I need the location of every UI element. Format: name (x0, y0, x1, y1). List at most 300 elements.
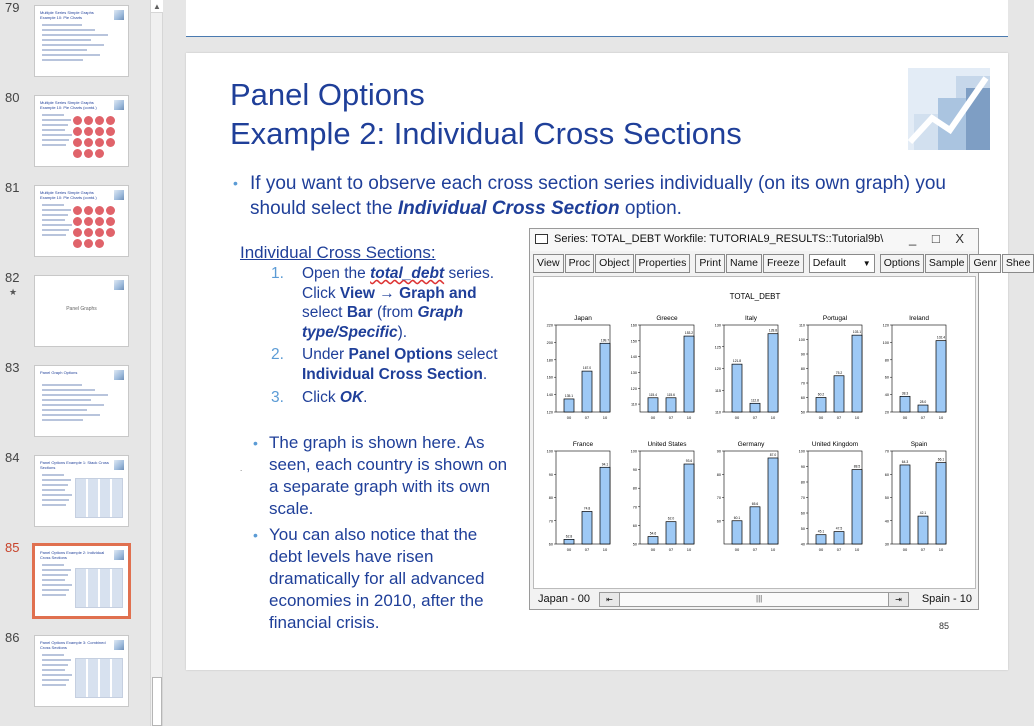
toolbar-proc-button[interactable] (565, 254, 595, 273)
slide-thumbnail-image[interactable] (34, 455, 129, 527)
x-tick-label: 07 (836, 547, 842, 552)
slider-grip-icon[interactable]: ||| (756, 594, 763, 603)
y-tick-label: 50 (884, 496, 889, 500)
bar-data-label: 94.1 (601, 462, 609, 467)
bar-data-label: 62.8 (565, 534, 573, 539)
thumbnail-text-line (42, 494, 72, 496)
thumbnail-text-line (42, 139, 69, 141)
thumbnail-text-lines (42, 384, 102, 424)
slide-title-line1: Panel Options (230, 77, 425, 112)
y-tick-label: 125 (714, 345, 721, 350)
thumbnail-title: Panel Options Example 2: Individual Cross Sections (40, 550, 105, 560)
thumbnail-text-line (42, 594, 66, 596)
thumbnail-pie (73, 217, 82, 226)
slide-thumbnail-79[interactable] (0, 0, 150, 80)
thumbnail-pie (95, 206, 104, 215)
bullet-icon: • (253, 435, 258, 451)
bar (834, 532, 844, 544)
bar (768, 334, 778, 412)
toolbar-sample-button[interactable] (925, 254, 969, 273)
slide-number: 84 (5, 450, 20, 465)
y-tick-label: 60 (800, 511, 805, 516)
thumbnail-text-line (42, 49, 87, 51)
panel-title: Ireland (909, 315, 929, 322)
y-tick-label: 100 (798, 338, 805, 342)
slide-thumbnail-pane (0, 0, 150, 726)
y-tick-label: 80 (632, 486, 637, 491)
bar-data-label: 115.4 (648, 392, 658, 397)
slide-thumbnail-image[interactable] (34, 185, 129, 257)
y-tick-label: 120 (546, 410, 553, 415)
y-tick-label: 70 (716, 496, 721, 500)
bar-data-label: 135.1 (564, 393, 574, 398)
y-tick-label: 50 (800, 410, 805, 415)
step-number: 3. (271, 389, 284, 406)
bar-data-label: 60.2 (817, 392, 825, 397)
window-controls-icon[interactable]: _ □ X (909, 231, 970, 246)
bar (648, 398, 658, 412)
x-tick-label: 07 (584, 415, 590, 420)
stray-mark: . (240, 464, 243, 473)
bar-data-label: 38.3 (901, 391, 909, 396)
thumbnail-pie-grid (73, 116, 125, 158)
thumbnail-pie (84, 239, 93, 248)
animation-star-icon: ★ (9, 287, 18, 297)
thumbnail-chart (75, 568, 123, 608)
intro-suffix: option. (619, 198, 682, 219)
step-1: 1. Open the total_debt series. Click View → Graph and select Bar (from Graph type/Specific). (271, 265, 495, 341)
slide-thumbnail-image[interactable] (34, 95, 129, 167)
panel-title: United States (647, 441, 687, 448)
toolbar-button-label: Genr (973, 257, 997, 269)
bar (600, 343, 610, 412)
thumbnail-text-line (42, 389, 95, 391)
thumbnail-pie (95, 138, 104, 147)
thumbnail-text-line (42, 224, 72, 226)
x-tick-label: 10 (686, 547, 692, 552)
y-tick-label: 50 (800, 527, 805, 531)
thumbnail-pie (84, 149, 93, 158)
toolbar-button-label: Sample (928, 257, 965, 269)
x-tick-label: 07 (752, 547, 758, 552)
slide-number: 82 (5, 270, 20, 285)
y-tick-label: 60 (800, 396, 805, 400)
step-2: 2. Under Panel Options select Individual Cross Section. (271, 346, 498, 383)
bar-data-label: 167.0 (582, 366, 592, 371)
previous-slide-edge (186, 0, 1008, 37)
x-tick-label: 10 (938, 415, 944, 420)
x-tick-label: 10 (602, 547, 608, 552)
graph-window-icon (535, 234, 548, 244)
thumbnail-pie (95, 217, 104, 226)
bar-data-label: 103.1 (852, 330, 862, 335)
slide-thumbnail-85[interactable] (0, 540, 150, 620)
scrollbar-thumb[interactable] (152, 677, 162, 726)
graph-shown-bullet (253, 432, 508, 520)
bullet-text: You can also notice that the debt levels have risen dramatically for all advanced economies in 2010, after the financial crisis. (269, 525, 485, 632)
thumbnail-chart (75, 478, 123, 518)
bar-data-label: 66.1 (937, 457, 945, 462)
toolbar-genr-button[interactable] (969, 254, 1000, 273)
thumbnail-text-line (42, 124, 68, 126)
thumbnail-title: Panel Options Example 3: Combined Cross Sections (40, 640, 106, 650)
thumbnail-text-line (42, 144, 66, 146)
thumbnail-pie (84, 127, 93, 136)
slider-right-handle[interactable]: ⇥ (888, 593, 908, 606)
toolbar-gap (805, 254, 808, 274)
slide-number: 79 (5, 0, 20, 15)
bar-data-label: 87.0 (769, 452, 777, 457)
panel-title: United Kingdom (811, 441, 859, 448)
thumbnail-text-line (42, 504, 66, 506)
x-tick-label: 00 (734, 547, 740, 552)
thumbnail-pie (84, 228, 93, 237)
toolbar-button-label: Properties (638, 257, 687, 269)
bar-data-label: 62.0 (667, 516, 675, 521)
y-tick-label: 40 (884, 519, 889, 524)
thumbnail-logo-icon (114, 10, 124, 20)
sample-range-slider[interactable] (599, 592, 909, 607)
thumbnail-text-line (42, 59, 83, 61)
thumbnail-pie (73, 149, 82, 158)
bar (900, 465, 910, 544)
debt-levels-bullet (253, 524, 508, 634)
slide-thumbnail-image[interactable] (34, 365, 129, 437)
slide-number: 81 (5, 180, 20, 195)
thumbnail-pie (84, 206, 93, 215)
intro-bullet (233, 171, 973, 221)
thumbnail-text-line (42, 44, 104, 46)
bar-data-label: 115.6 (666, 392, 676, 397)
y-tick-label: 160 (630, 323, 637, 328)
thumbnail-pie (106, 206, 115, 215)
thumbnail-pie (84, 116, 93, 125)
bar (750, 507, 760, 544)
x-tick-label: 10 (770, 415, 776, 420)
step-number: 1. (271, 265, 284, 282)
toolbar-button-label: Object (599, 257, 630, 269)
bar-data-label: 65.6 (751, 501, 759, 506)
y-tick-label: 90 (716, 449, 721, 454)
bar (936, 341, 946, 412)
y-tick-label: 60 (884, 375, 889, 380)
thumbnail-text-line (42, 219, 65, 221)
thumbnail-text-line (42, 499, 69, 501)
toolbar-button-label: View (537, 257, 560, 269)
y-tick-label: 20 (884, 410, 889, 415)
thumbnail-text-line (42, 654, 64, 656)
thumbnail-text-line (42, 39, 91, 41)
slide-thumbnail-81[interactable] (0, 180, 150, 260)
thumbnail-text-line (42, 574, 68, 576)
bar (582, 511, 592, 544)
thumbnail-text-line (42, 384, 82, 386)
x-tick-label: 00 (566, 415, 572, 420)
x-tick-label: 10 (938, 547, 944, 552)
thumbnail-text-line (42, 29, 95, 31)
panel-title: Portugal (822, 315, 848, 322)
bullet-icon: • (233, 175, 238, 191)
thumbnail-title: Panel Options Example 1: Stack Cross Sections (40, 460, 109, 470)
thumbnail-scrollbar[interactable] (150, 0, 163, 726)
y-tick-label: 80 (800, 480, 805, 485)
thumbnail-text-line (42, 674, 72, 676)
y-tick-label: 60 (716, 519, 721, 524)
y-tick-label: 140 (630, 355, 637, 360)
eviews-window-title: Series: TOTAL_DEBT Workfile: TUTORIAL9_RESULTS::Tutorial9b\ (554, 233, 884, 245)
bar (600, 467, 610, 544)
thumbnail-logo-icon (114, 280, 124, 290)
bar (852, 335, 862, 412)
bar-data-label: 93.6 (685, 459, 693, 464)
thumbnail-pie (73, 116, 82, 125)
thumbnail-text-line (42, 134, 72, 136)
individual-cross-sections-heading: Individual Cross Sections: (240, 243, 436, 262)
y-tick-label: 60 (632, 523, 637, 528)
thumbnail-pie (106, 217, 115, 226)
slide-title-line2: Example 2: Individual Cross Sections (230, 116, 742, 151)
intro-emphasis: Individual Cross Section (397, 198, 620, 219)
y-tick-label: 90 (632, 468, 637, 473)
bar-data-label: 45.1 (817, 529, 825, 534)
thumbnail-pie (95, 239, 104, 248)
x-tick-label: 00 (818, 415, 824, 420)
thumbnail-text-line (42, 584, 72, 586)
current-slide[interactable] (186, 53, 1031, 670)
thumbnail-text-line (42, 414, 100, 416)
panel-title: Greece (656, 315, 678, 322)
bar (648, 537, 658, 544)
thumbnail-logo-icon (114, 550, 124, 560)
thumbnail-chart (75, 658, 123, 698)
y-tick-label: 30 (884, 542, 889, 547)
toolbar-gap (691, 254, 694, 274)
thumbnail-title: Multiple Series Simple Graphs Example 10: Pie Charts (contd.) (40, 100, 97, 110)
x-tick-label: 00 (650, 415, 656, 420)
bar (564, 399, 574, 412)
bar (732, 364, 742, 412)
x-tick-label: 00 (818, 547, 824, 552)
bar (732, 521, 742, 544)
thumbnail-text-line (42, 589, 69, 591)
y-tick-label: 100 (546, 449, 553, 454)
bar-data-label: 102.4 (936, 335, 946, 340)
toolbar-button-label: Print (699, 257, 721, 269)
thumbnail-text-line (42, 669, 65, 671)
bullet-icon: • (253, 527, 258, 543)
x-tick-label: 10 (602, 415, 608, 420)
toolbar-button-label: Options (883, 257, 920, 269)
thumbnail-pie (73, 239, 82, 248)
slide-thumbnail-84[interactable] (0, 450, 150, 530)
toolbar-print-button[interactable] (695, 254, 725, 273)
sample-end-label: Spain - 10 (921, 593, 972, 605)
bar (816, 535, 826, 544)
bar-data-label: 88.5 (853, 464, 861, 469)
thumbnail-text-line (42, 419, 83, 421)
slide-number: 80 (5, 90, 20, 105)
toolbar-button-label: Freeze (767, 257, 800, 269)
thumbnail-text-line (42, 204, 64, 206)
y-tick-label: 110 (798, 323, 805, 328)
bar-data-label: 121.8 (732, 359, 742, 364)
slide-number: 85 (5, 540, 20, 555)
chevron-down-icon[interactable]: ▼ (862, 259, 871, 268)
thumbnail-pie (73, 138, 82, 147)
thumbnail-pie (95, 116, 104, 125)
thumbnail-text-line (42, 489, 65, 491)
thumbnail-text-line (42, 564, 64, 566)
y-tick-label: 100 (630, 449, 637, 454)
toolbar-freeze-button[interactable] (763, 254, 804, 273)
x-tick-label: 07 (920, 547, 926, 552)
thumbnail-pie (73, 127, 82, 136)
thumbnail-pie (73, 228, 82, 237)
slide-thumbnail-86[interactable] (0, 630, 150, 710)
thumbnail-pie (95, 228, 104, 237)
eviews-series-window[interactable] (529, 228, 1031, 610)
y-tick-label: 115 (714, 388, 721, 393)
bar (900, 396, 910, 412)
x-tick-label: 00 (902, 547, 908, 552)
slide-thumbnail-image[interactable] (32, 543, 131, 619)
thumbnail-text-line (42, 119, 71, 121)
thumbnail-text-line (42, 659, 71, 661)
thumbnail-text-line (42, 54, 100, 56)
chart-logo-icon (908, 68, 990, 150)
panel-title: Spain (910, 441, 928, 448)
thumbnail-text-line (42, 114, 64, 116)
thumbnail-pie (95, 149, 104, 158)
y-tick-label: 60 (884, 472, 889, 477)
thumbnail-text-line (42, 664, 68, 666)
slide-thumbnail-82[interactable] (0, 270, 150, 350)
y-tick-label: 50 (632, 542, 637, 547)
thumbnail-logo-icon (114, 460, 124, 470)
thumbnail-logo-icon (114, 190, 124, 200)
eviews-titlebar (530, 229, 978, 251)
thumbnail-title: Multiple Series Simple Graphs Example 10: Pie Charts (40, 10, 94, 20)
panel-title: Japan (574, 315, 592, 322)
x-tick-label: 07 (752, 415, 758, 420)
slide-thumbnail-83[interactable] (0, 360, 150, 440)
y-tick-label: 110 (630, 402, 637, 407)
eviews-graph-area (533, 276, 976, 589)
y-tick-label: 80 (548, 496, 553, 500)
series-name: total_debt (370, 265, 445, 282)
thumbnail-logo-icon (114, 640, 124, 650)
total-debt-panel-chart (534, 277, 977, 590)
slide-thumbnail-image[interactable] (34, 275, 129, 347)
toolbar-view-button[interactable] (533, 254, 564, 273)
bar (768, 458, 778, 544)
thumbnail-text-line (42, 34, 108, 36)
y-tick-label: 80 (800, 367, 805, 371)
thumbnail-text-line (42, 409, 87, 411)
y-tick-label: 60 (548, 542, 553, 547)
thumbnail-title: Panel Graphs (66, 306, 97, 312)
bar (582, 371, 592, 412)
thumbnail-pie (84, 138, 93, 147)
y-tick-label: 110 (714, 410, 721, 415)
bar (918, 405, 928, 412)
y-tick-label: 90 (800, 465, 805, 469)
bar (918, 516, 928, 544)
thumbnail-pie (106, 228, 115, 237)
slider-left-handle[interactable]: ⇤ (600, 593, 620, 606)
y-tick-label: 100 (798, 449, 805, 454)
slide-number: 83 (5, 360, 20, 375)
bar (564, 539, 574, 544)
x-tick-label: 10 (854, 547, 860, 552)
bar (750, 403, 760, 412)
thumbnail-text-line (42, 484, 68, 486)
bullet-text: The graph is shown here. As seen, each country is shown on a separate graph with its own scale. (269, 433, 508, 518)
thumbnail-logo-icon (114, 100, 124, 110)
chart-title: TOTAL_DEBT (729, 292, 781, 301)
slide-page-number: 85 (939, 621, 950, 631)
toolbar-properties-button[interactable] (635, 254, 691, 273)
toolbar-options-button[interactable] (880, 254, 924, 273)
bar-data-label: 54.6 (649, 531, 657, 536)
slide-thumbnail-image[interactable] (34, 5, 129, 77)
scroll-up-icon[interactable]: ▲ (151, 0, 163, 13)
panel-title: Italy (745, 315, 757, 322)
thumbnail-text-line (42, 579, 65, 581)
toolbar-shee-button[interactable] (1002, 254, 1034, 273)
bar-data-label: 60.1 (733, 515, 741, 520)
graph-template-select[interactable] (809, 254, 875, 273)
thumbnail-pie-grid (73, 206, 125, 248)
sample-start-label: Japan - 00 (538, 593, 590, 605)
slide-title[interactable] (230, 75, 742, 153)
y-tick-label: 120 (630, 386, 637, 391)
bar (834, 376, 844, 412)
x-tick-label: 10 (686, 415, 692, 420)
toolbar-button-label: Name (729, 257, 758, 269)
slide-thumbnail-image[interactable] (34, 635, 129, 707)
y-tick-label: 160 (546, 375, 553, 380)
y-tick-label: 150 (630, 339, 637, 344)
slide-editor (164, 0, 1031, 726)
thumbnail-title: Panel Graph Options (40, 370, 78, 375)
toolbar-button-label: Shee (1005, 257, 1031, 269)
y-tick-label: 140 (546, 393, 553, 398)
x-tick-label: 07 (836, 415, 842, 420)
thumbnail-text-line (42, 234, 66, 236)
bar (666, 522, 676, 544)
slide-thumbnail-80[interactable] (0, 90, 150, 170)
bar-data-label: 47.5 (835, 526, 843, 531)
bar-data-label: 42.1 (919, 511, 927, 516)
intro-text: If you want to observe each cross section series individually (on its own graph) you should select the (250, 173, 946, 219)
thumbnail-text-line (42, 209, 71, 211)
y-tick-label: 90 (800, 352, 805, 357)
thumbnail-text-line (42, 684, 66, 686)
toolbar-name-button[interactable] (726, 254, 762, 273)
y-tick-label: 80 (716, 472, 721, 477)
toolbar-button-label: Proc (568, 257, 591, 269)
panel-title: France (572, 441, 594, 448)
bar-data-label: 28.0 (919, 400, 927, 405)
step-number: 2. (271, 346, 284, 363)
x-tick-label: 00 (650, 547, 656, 552)
toolbar-gap (876, 254, 879, 274)
x-tick-label: 00 (566, 547, 572, 552)
thumbnail-pie (95, 127, 104, 136)
toolbar-object-button[interactable] (595, 254, 633, 273)
bar-data-label: 128.8 (768, 328, 778, 333)
